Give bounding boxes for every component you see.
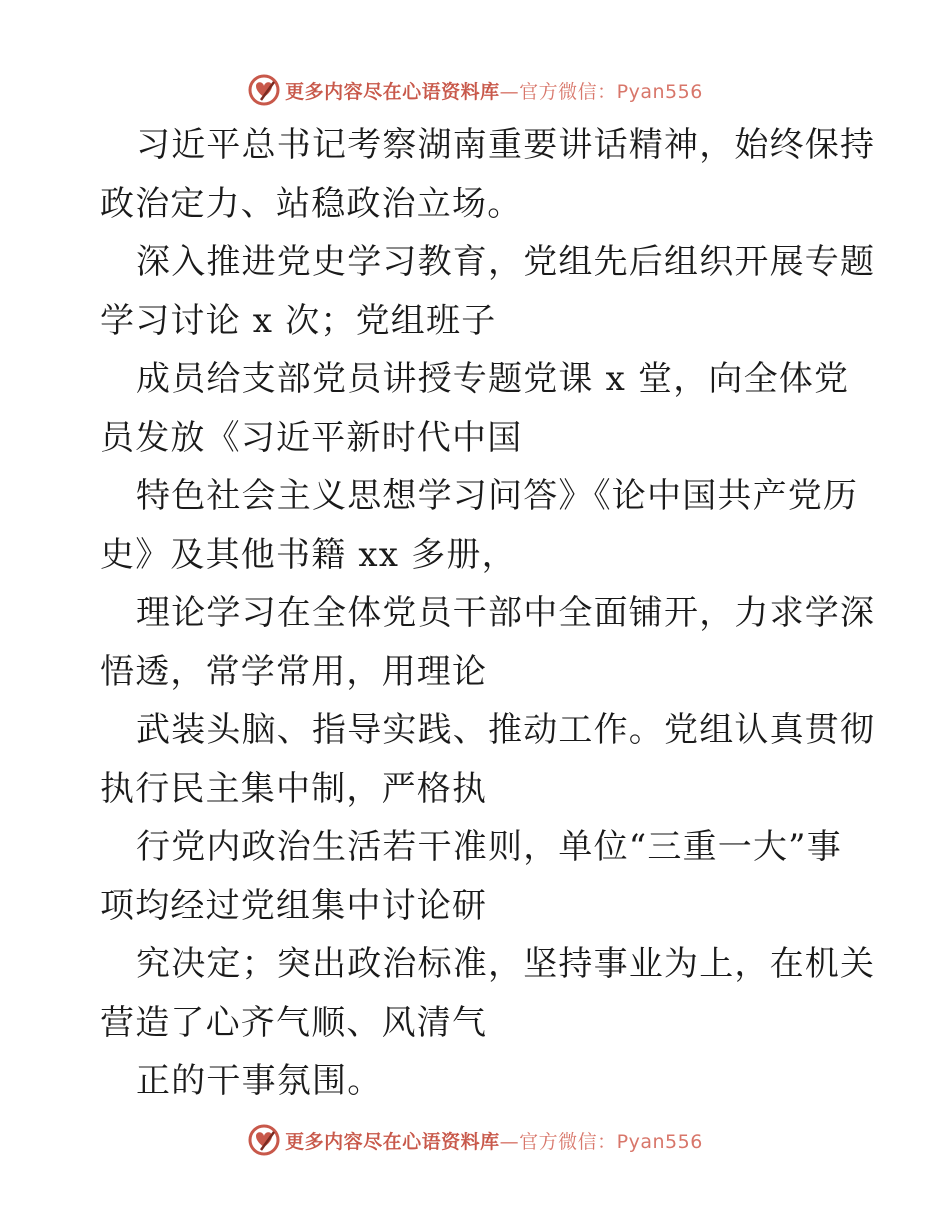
body-line: 深入推进党史学习教育，党组先后组织开展专题 [136,242,876,282]
body-line: 理论学习在全体党员干部中全面铺开，力求学深 [136,593,876,633]
body-line: 正的干事氛围。 [136,1061,383,1101]
body-line: 究决定；突出政治标准，坚持事业为上，在机关 [136,944,876,984]
body-line: 史》及其他书籍 xx 多册， [100,534,517,575]
body-line: 成员给支部党员讲授专题党课 x 堂，向全体党 [136,359,850,399]
body-line: 武装头脑、指导实践、推动工作。党组认真贯彻 [136,710,876,750]
body-line: 学习讨论 x 次；党组班子 [100,300,497,341]
body-line: 习近平总书记考察湖南重要讲话精神，始终保持 [136,125,876,165]
body-line: 政治定力、站稳政治立场。 [100,183,523,224]
body-line: 特色社会主义思想学习问答》《论中国共产党历 [136,476,859,516]
footer-banner [0,1120,950,1160]
body-line: 行党内政治生活若干准则，单位“三重一大”事 [136,827,842,867]
header-banner-title: 更多内容尽在心语资料库 [285,80,500,103]
footer-banner-contact: —官方微信：Pyan556 [499,1130,703,1153]
body-line: 悟透，常学常用，用理论 [100,651,488,692]
document-body [100,116,876,1111]
heart-pen-logo-icon [247,1123,281,1157]
footer-banner-title: 更多内容尽在心语资料库 [285,1130,500,1153]
header-banner [0,70,950,110]
body-line: 项均经过党组集中讨论研 [100,885,488,926]
heart-pen-logo-icon [247,73,281,107]
header-banner-contact: —官方微信：Pyan556 [499,80,703,103]
body-line: 执行民主集中制，严格执 [100,768,488,809]
body-line: 营造了心齐气顺、风清气 [100,1002,488,1043]
body-line: 员发放《习近平新时代中国 [100,417,523,458]
